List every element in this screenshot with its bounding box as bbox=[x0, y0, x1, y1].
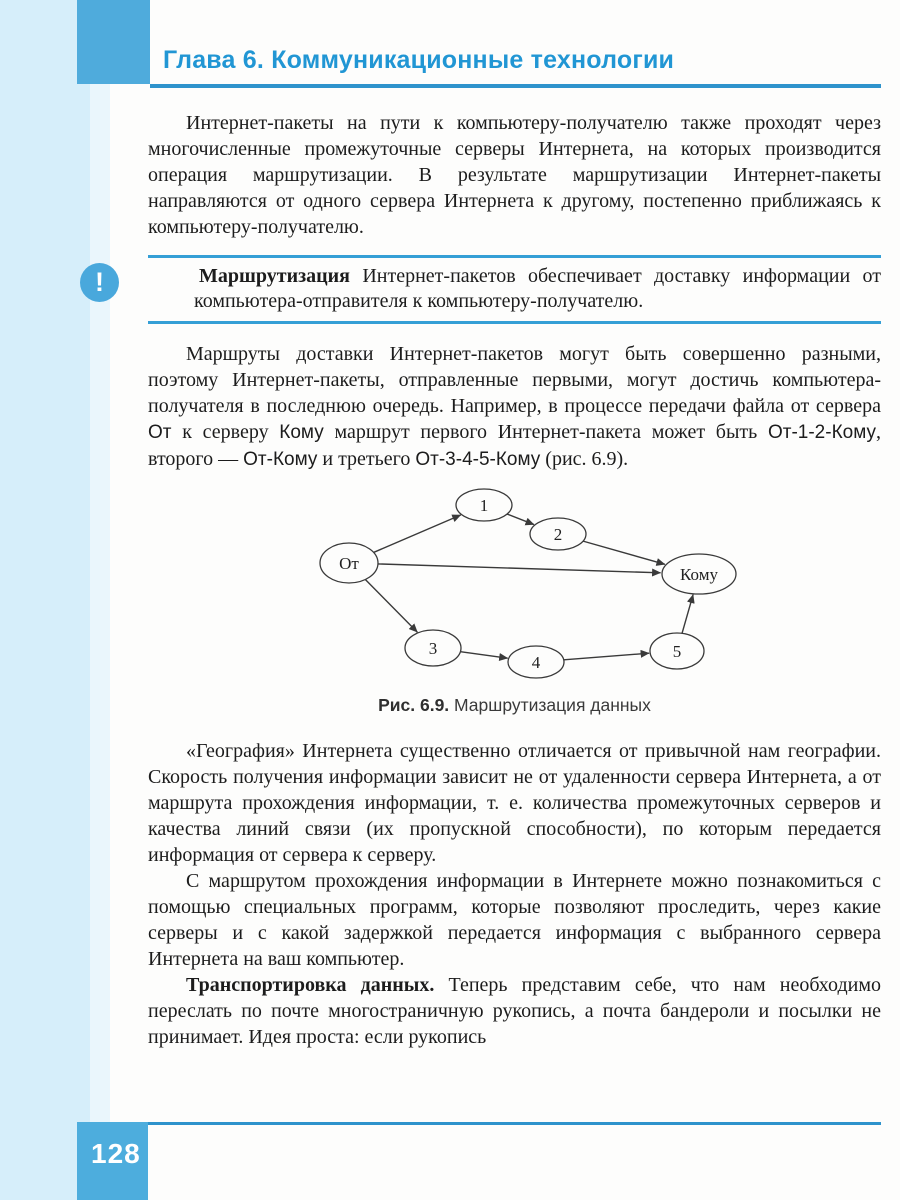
definition-box bbox=[95, 255, 881, 324]
figure-caption-label: Рис. 6.9. bbox=[378, 695, 450, 715]
left-margin-strip bbox=[0, 0, 90, 1200]
left-margin-strip-fade bbox=[90, 0, 110, 1200]
exclamation-icon bbox=[80, 263, 119, 302]
figure-routing-diagram bbox=[148, 479, 881, 687]
text-run: к серверу bbox=[171, 421, 280, 443]
routing-graph bbox=[293, 479, 753, 687]
header-rule bbox=[150, 84, 881, 88]
graph-node-label: Кому bbox=[680, 565, 718, 584]
text-run: и третьего bbox=[317, 448, 416, 470]
text-run: (рис. 6.9). bbox=[540, 448, 629, 470]
graph-edge-arrow bbox=[460, 652, 507, 658]
graph-edge-arrow bbox=[374, 515, 461, 552]
chapter-title: Глава 6. Коммуникационные технологии bbox=[163, 46, 675, 74]
graph-node-label: 4 bbox=[531, 653, 541, 672]
graph-node-label: 3 bbox=[428, 639, 438, 658]
text-run: маршрут первого Интернет-пакета может быть bbox=[323, 421, 768, 443]
figure-caption bbox=[148, 695, 881, 716]
figure-caption-text: Маршрутизация данных bbox=[449, 695, 651, 715]
text-run: Маршрутизация bbox=[199, 265, 350, 287]
paragraph bbox=[148, 868, 881, 972]
text-run: Маршруты доставки Интернет-пакетов могут быть совершенно разными, поэтому Интернет-пакеты, отправленные первыми, могут достичь компьютера-получателя в последнюю очередь. Например, в процессе передачи файла от сервера bbox=[148, 343, 881, 417]
text-run: , второго — bbox=[148, 421, 881, 470]
graph-edge-arrow bbox=[564, 653, 649, 660]
body-text-column bbox=[95, 110, 881, 1050]
graph-node-label: 1 bbox=[479, 496, 489, 515]
text-run: Интернет-пакетов обеспечивает доставку информации от компьютера-отправителя к компьютеру-получателю. bbox=[194, 265, 881, 312]
text-run: Транспортировка данных. bbox=[186, 974, 435, 996]
text-run: От-3-4-5-Кому bbox=[415, 449, 541, 470]
paragraph bbox=[148, 972, 881, 1050]
paragraph bbox=[148, 738, 881, 868]
page-number-block bbox=[77, 1122, 148, 1200]
graph-node-label: 2 bbox=[553, 525, 563, 544]
text-run: От-1-2-Кому bbox=[767, 422, 876, 443]
text-run: Теперь представим себе, что нам необходимо переслать по почте многостраничную рукопись, а почта бандероли и посылки не принимает. Идея проста: если рукопись bbox=[148, 974, 881, 1048]
graph-node-label: 5 bbox=[672, 642, 682, 661]
definition-text bbox=[194, 264, 881, 314]
paragraph bbox=[148, 110, 881, 240]
header-accent-square bbox=[77, 0, 150, 84]
graph-edge-arrow bbox=[365, 580, 417, 633]
text-run: «География» Интернета существенно отличается от привычной нам географии. Скорость получения информации зависит не от удаленности сервера Интернета, а от маршрута прохождения информации, т. е. количества промежуточных серверов и качества линий связи (их пропускной способности), по которым передается информация от сервера к серверу. bbox=[148, 740, 881, 866]
text-run: От bbox=[148, 422, 172, 443]
text-run: От-Кому bbox=[243, 449, 318, 470]
graph-edge-arrow bbox=[583, 541, 665, 564]
text-run: С маршрутом прохождения информации в Интернете можно познакомиться с помощью специальных программ, которые позволяют проследить, через какие серверы и с какой задержкой передается информация с выбранного сервера Интернета на ваш компьютер. bbox=[148, 870, 881, 970]
graph-edge-arrow bbox=[507, 514, 534, 525]
footer-rule bbox=[148, 1122, 881, 1125]
paragraph bbox=[148, 341, 881, 473]
text-run: Кому bbox=[279, 422, 324, 443]
graph-edge-arrow bbox=[682, 595, 693, 634]
graph-node-label: От bbox=[339, 554, 359, 573]
text-run: Интернет-пакеты на пути к компьютеру-получателю также проходят через многочисленные промежуточные серверы Интернета, на которых производится операция маршрутизации. В результате маршрутизации Интернет-пакеты направляются от одного сервера Интернета к другому, постепенно приближаясь к компьютеру-получателю. bbox=[148, 112, 881, 238]
graph-edge-arrow bbox=[378, 564, 661, 573]
exclamation-glyph: ! bbox=[95, 267, 104, 297]
page-number: 128 bbox=[91, 1138, 141, 1169]
